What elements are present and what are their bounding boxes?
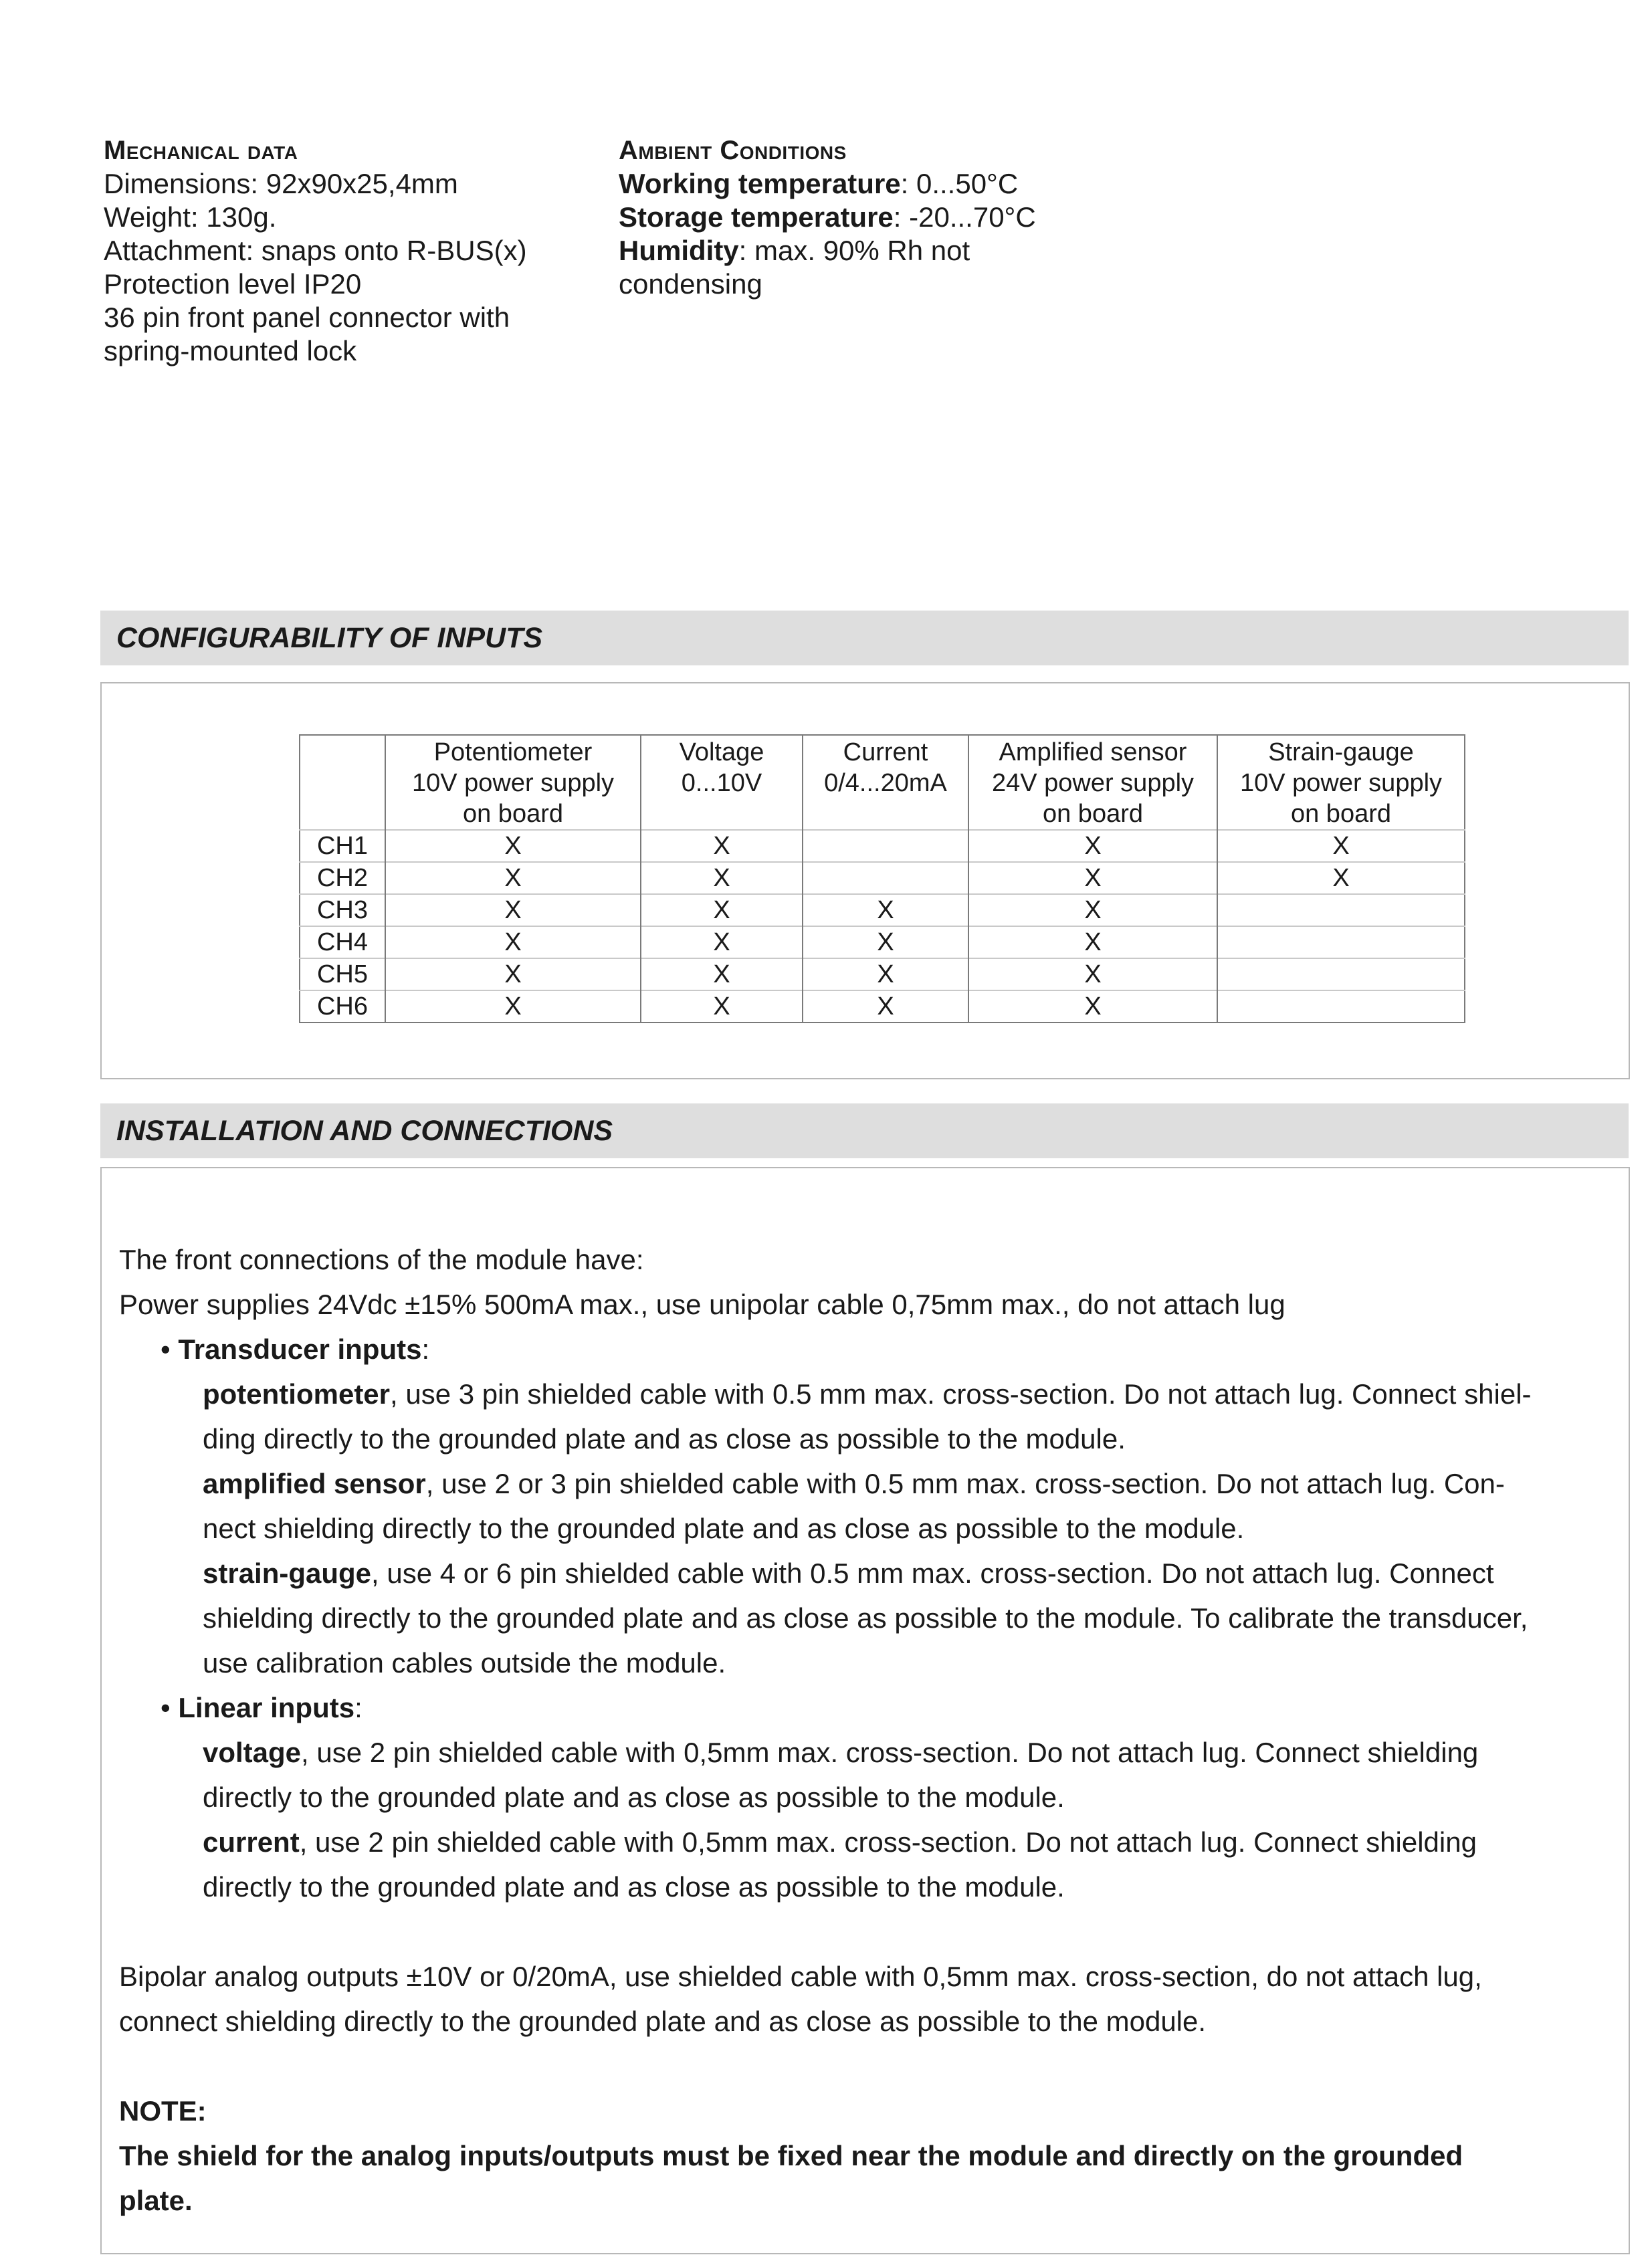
- table-cell: X: [641, 958, 803, 990]
- mechanical-protection: Protection level IP20: [104, 268, 362, 300]
- config-header-strain-gauge: [1217, 735, 1465, 830]
- table-cell: X: [968, 894, 1217, 926]
- ambient-conditions-heading: Ambient Conditions: [619, 136, 847, 165]
- table-cell: X: [1217, 862, 1465, 894]
- table-cell: X: [385, 894, 641, 926]
- table-cell: [803, 862, 968, 894]
- potentiometer-line-2: ding directly to the grounded plate and as close as possible to the module.: [203, 1423, 1126, 1455]
- bipolar-line-2: connect shielding directly to the grounded plate and as close as possible to the module.: [119, 2006, 1207, 2037]
- config-table: [299, 734, 1465, 1023]
- voltage-label: voltage: [203, 1737, 302, 1768]
- strain-gauge-line-3: use calibration cables outside the module.: [203, 1647, 726, 1679]
- linear-inputs-item: [161, 1685, 363, 1730]
- note-line-1: The shield for the analog inputs/outputs must be fixed near the module and directly on the grounded: [119, 2140, 1463, 2171]
- mechanical-connector-cont: spring-mounted lock: [104, 335, 357, 366]
- channel-label: CH3: [300, 894, 385, 926]
- install-section-title: INSTALLATION AND CONNECTIONS: [116, 1115, 613, 1147]
- install-intro: The front connections of the module have:: [119, 1244, 644, 1275]
- config-section-title: CONFIGURABILITY OF INPUTS: [116, 622, 543, 654]
- channel-label: CH1: [300, 830, 385, 862]
- table-cell: X: [385, 990, 641, 1023]
- table-cell: X: [641, 830, 803, 862]
- table-cell: X: [385, 958, 641, 990]
- storage-temperature-label: Storage temperature: [619, 201, 894, 233]
- table-cell: [803, 830, 968, 862]
- strain-gauge-label: strain-gauge: [203, 1557, 372, 1589]
- current-line-2: directly to the grounded plate and as close as possible to the module.: [203, 1871, 1065, 1903]
- mechanical-weight: Weight: 130g.: [104, 201, 277, 233]
- humidity-value: : max. 90% Rh not: [738, 235, 970, 266]
- mechanical-attachment: Attachment: snaps onto R-BUS(x): [104, 235, 527, 266]
- channel-label: CH2: [300, 862, 385, 894]
- amplified-sensor-label: amplified sensor: [203, 1468, 426, 1499]
- table-cell: X: [641, 990, 803, 1023]
- table-cell: [1217, 958, 1465, 990]
- current-line-1: [203, 1820, 1477, 1864]
- table-cell: [1217, 990, 1465, 1023]
- table-cell: X: [968, 958, 1217, 990]
- bullet: •: [161, 1692, 171, 1723]
- working-temperature: [619, 167, 1087, 201]
- storage-temperature-value: : -20...70°C: [893, 201, 1036, 233]
- config-table-header-row: [300, 735, 1465, 830]
- transducer-inputs-label: Transducer inputs: [178, 1333, 422, 1365]
- potentiometer-label: potentiometer: [203, 1378, 391, 1410]
- strain-gauge-line-1: [203, 1551, 1494, 1596]
- potentiometer-line-1: [203, 1372, 1532, 1416]
- table-cell: X: [641, 862, 803, 894]
- table-cell: X: [385, 830, 641, 862]
- note-label: NOTE:: [119, 2095, 207, 2127]
- mechanical-data-heading: Mechanical data: [104, 136, 298, 165]
- header-text: 10V power supply: [1239, 769, 1443, 797]
- table-cell: [1217, 926, 1465, 958]
- table-row: [300, 862, 1465, 894]
- channel-label: CH6: [300, 990, 385, 1023]
- table-row: [300, 958, 1465, 990]
- humidity-label: Humidity: [619, 235, 739, 266]
- table-cell: X: [641, 894, 803, 926]
- voltage-text: , use 2 pin shielded cable with 0,5mm max. cross-section. Do not attach lug. Connect shielding: [301, 1737, 1479, 1768]
- mechanical-connector: 36 pin front panel connector with: [104, 302, 510, 333]
- ambient-conditions-section: [619, 134, 1087, 301]
- header-text: Potentiometer: [433, 738, 593, 766]
- colon: :: [354, 1692, 363, 1723]
- header-text: Current: [843, 738, 928, 766]
- mechanical-data-section: [104, 134, 585, 368]
- table-cell: X: [968, 862, 1217, 894]
- config-header-current: [803, 735, 968, 830]
- amplified-sensor-line-2: nect shielding directly to the grounded plate and as close as possible to the module.: [203, 1513, 1245, 1544]
- note-line-2: plate.: [119, 2185, 193, 2216]
- channel-label: CH5: [300, 958, 385, 990]
- header-text: 0/4...20mA: [824, 769, 947, 797]
- install-section-header: [100, 1103, 1629, 1158]
- transducer-inputs-item: [161, 1327, 429, 1372]
- config-header-blank: [300, 735, 385, 830]
- table-cell: X: [385, 862, 641, 894]
- channel-label: CH4: [300, 926, 385, 958]
- table-cell: [1217, 894, 1465, 926]
- bipolar-line-1: Bipolar analog outputs ±10V or 0/20mA, use shielded cable with 0,5mm max. cross-section, do not attach lug,: [119, 1961, 1482, 1992]
- table-cell: X: [968, 830, 1217, 862]
- table-cell: X: [968, 926, 1217, 958]
- table-cell: X: [803, 894, 968, 926]
- table-cell: X: [968, 990, 1217, 1023]
- linear-inputs-label: Linear inputs: [178, 1692, 355, 1723]
- strain-gauge-text: , use 4 or 6 pin shielded cable with 0.5 mm max. cross-section. Do not attach lug. Connect: [371, 1557, 1494, 1589]
- bullet: •: [161, 1333, 171, 1365]
- working-temperature-value: : 0...50°C: [900, 168, 1019, 199]
- working-temperature-label: Working temperature: [619, 168, 901, 199]
- table-cell: X: [1217, 830, 1465, 862]
- amplified-sensor-text: , use 2 or 3 pin shielded cable with 0.5 mm max. cross-section. Do not attach lug. Con-: [425, 1468, 1505, 1499]
- table-cell: X: [803, 958, 968, 990]
- table-row: [300, 894, 1465, 926]
- colon: :: [421, 1333, 430, 1365]
- potentiometer-text: , use 3 pin shielded cable with 0.5 mm max. cross-section. Do not attach lug. Connect shiel-: [390, 1378, 1532, 1410]
- current-text: , use 2 pin shielded cable with 0,5mm max. cross-section. Do not attach lug. Connect shielding: [299, 1826, 1477, 1858]
- header-text: 24V power supply: [991, 769, 1195, 797]
- config-section-header: [100, 611, 1629, 665]
- header-text: Amplified sensor: [999, 738, 1187, 766]
- table-cell: X: [641, 926, 803, 958]
- storage-temperature: [619, 201, 1087, 234]
- header-text: on board: [1290, 800, 1391, 828]
- header-text: on board: [1042, 800, 1143, 828]
- mechanical-dimensions: Dimensions: 92x90x25,4mm: [104, 168, 458, 199]
- humidity-cont: condensing: [619, 268, 762, 300]
- config-header-voltage: [641, 735, 803, 830]
- voltage-line-1: [203, 1730, 1478, 1775]
- table-row: [300, 926, 1465, 958]
- table-cell: X: [385, 926, 641, 958]
- amplified-sensor-line-1: [203, 1461, 1505, 1506]
- header-text: on board: [462, 800, 563, 828]
- header-text: 10V power supply: [411, 769, 615, 797]
- table-cell: X: [803, 990, 968, 1023]
- header-text: Strain-gauge: [1268, 738, 1414, 766]
- table-row: [300, 990, 1465, 1023]
- current-label: current: [203, 1826, 300, 1858]
- humidity: [619, 234, 1087, 267]
- voltage-line-2: directly to the grounded plate and as close as possible to the module.: [203, 1782, 1065, 1813]
- strain-gauge-line-2: shielding directly to the grounded plate and as close as possible to the module. To calibrate the transducer,: [203, 1602, 1528, 1634]
- table-cell: X: [803, 926, 968, 958]
- header-text: Voltage: [679, 738, 764, 766]
- install-power: Power supplies 24Vdc ±15% 500mA max., use unipolar cable 0,75mm max., do not attach lug: [119, 1289, 1285, 1320]
- table-row: [300, 830, 1465, 862]
- config-header-amplified-sensor: [968, 735, 1217, 830]
- header-text: 0...10V: [681, 769, 762, 797]
- config-header-potentiometer: [385, 735, 641, 830]
